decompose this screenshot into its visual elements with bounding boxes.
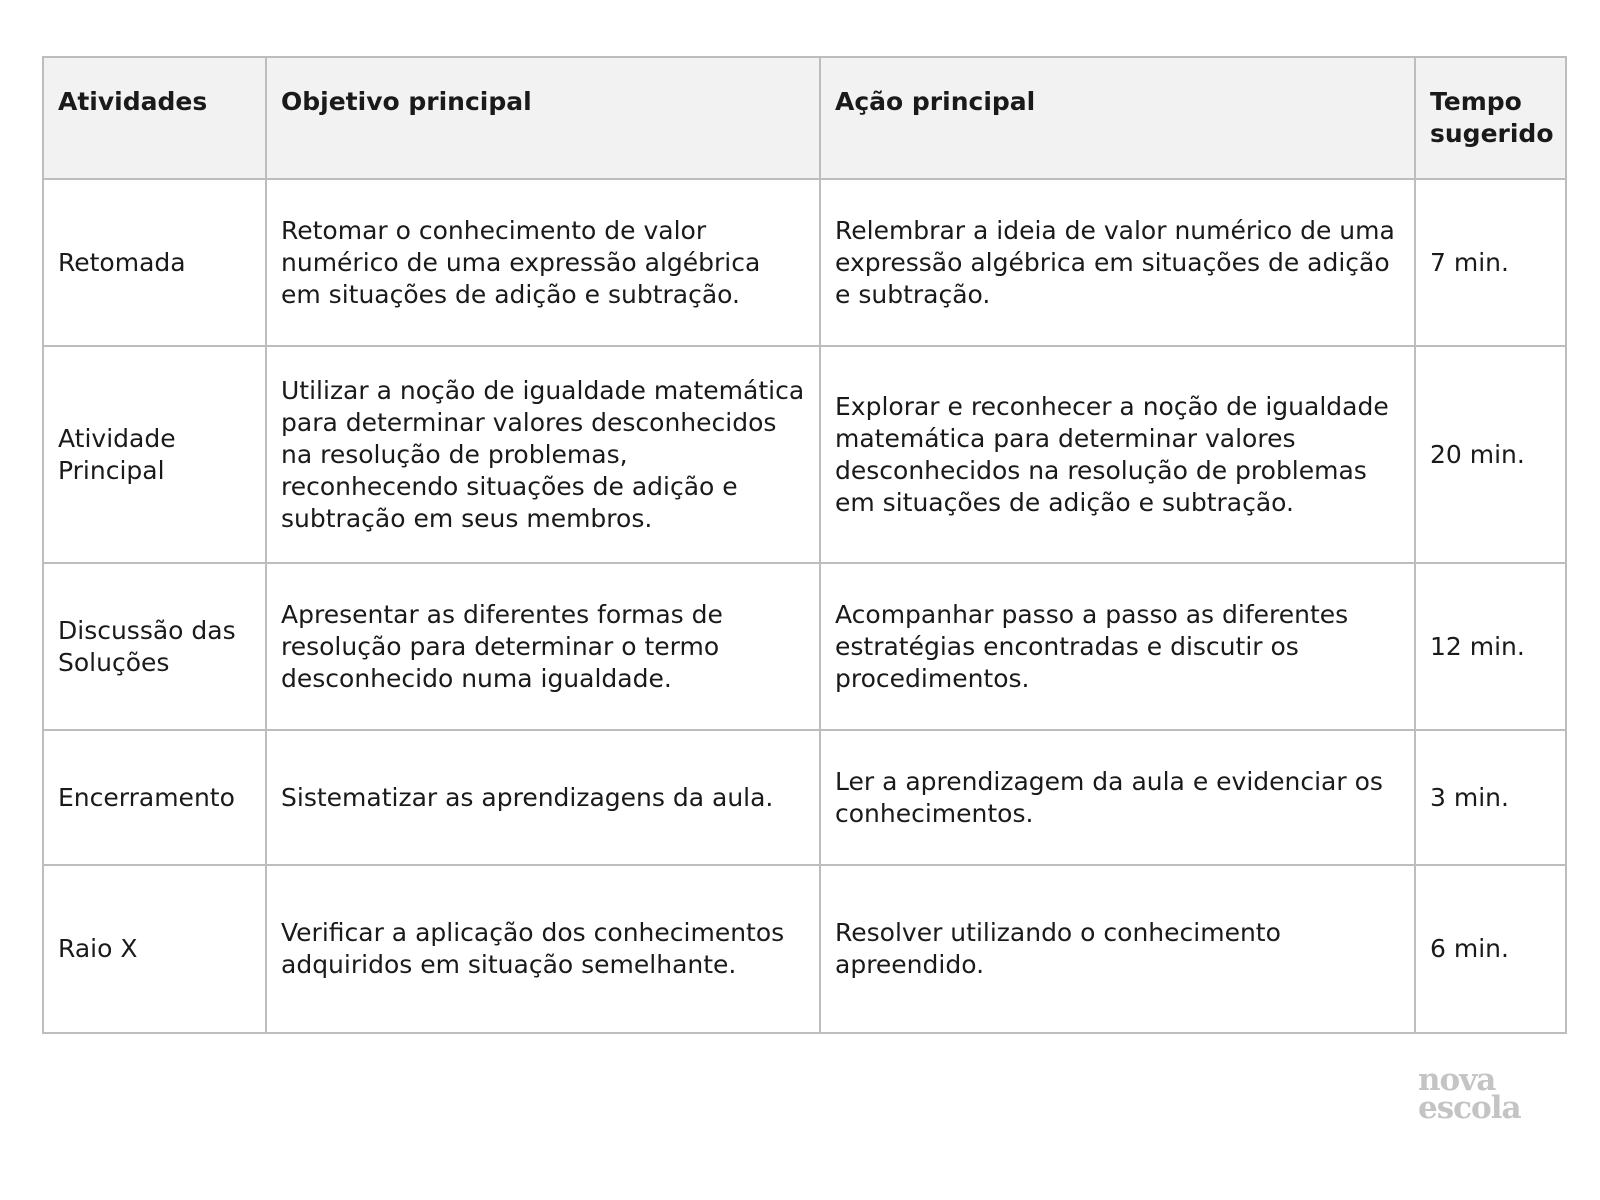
logo-line-nova: nova <box>1418 1062 1496 1098</box>
time-cell: 20 min. <box>1415 346 1566 563</box>
table-row <box>43 179 1566 346</box>
time-cell: 7 min. <box>1415 179 1566 346</box>
action-cell: Resolver utilizando o conhecimento apreendido. <box>820 865 1415 1033</box>
table-row <box>43 730 1566 865</box>
activity-cell: Retomada <box>43 179 266 346</box>
header-row <box>43 57 1566 179</box>
objective-cell: Utilizar a noção de igualdade matemática para determinar valores desconhecidos na resolução de problemas, reconhecendo situações de adição e subtração em seus membros. <box>266 346 820 563</box>
time-cell: 3 min. <box>1415 730 1566 865</box>
header-activities: Atividades <box>43 57 266 179</box>
objective-cell: Apresentar as diferentes formas de resolução para determinar o termo desconhecido numa igualdade. <box>266 563 820 730</box>
activity-cell: Discussão das Soluções <box>43 563 266 730</box>
time-cell: 12 min. <box>1415 563 1566 730</box>
action-cell: Explorar e reconhecer a noção de igualdade matemática para determinar valores desconhecidos na resolução de problemas em situações de adição e subtração. <box>820 346 1415 563</box>
table-row <box>43 563 1566 730</box>
header-time: Tempo sugerido <box>1415 57 1566 179</box>
activity-cell: Raio X <box>43 865 266 1033</box>
objective-cell: Retomar o conhecimento de valor numérico de uma expressão algébrica em situações de adição e subtração. <box>266 179 820 346</box>
objective-cell: Sistematizar as aprendizagens da aula. <box>266 730 820 865</box>
action-cell: Acompanhar passo a passo as diferentes estratégias encontradas e discutir os procedimentos. <box>820 563 1415 730</box>
nova-escola-logo <box>1418 1062 1521 1126</box>
lesson-plan-table <box>42 56 1567 1034</box>
header-action: Ação principal <box>820 57 1415 179</box>
table-row <box>43 346 1566 563</box>
action-cell: Ler a aprendizagem da aula e evidenciar os conhecimentos. <box>820 730 1415 865</box>
header-objective: Objetivo principal <box>266 57 820 179</box>
objective-cell: Verificar a aplicação dos conhecimentos adquiridos em situação semelhante. <box>266 865 820 1033</box>
action-cell: Relembrar a ideia de valor numérico de uma expressão algébrica em situações de adição e subtração. <box>820 179 1415 346</box>
time-cell: 6 min. <box>1415 865 1566 1033</box>
logo-line-escola: escola <box>1418 1090 1521 1126</box>
table-row <box>43 865 1566 1033</box>
activity-cell: Encerramento <box>43 730 266 865</box>
activity-cell: Atividade Principal <box>43 346 266 563</box>
